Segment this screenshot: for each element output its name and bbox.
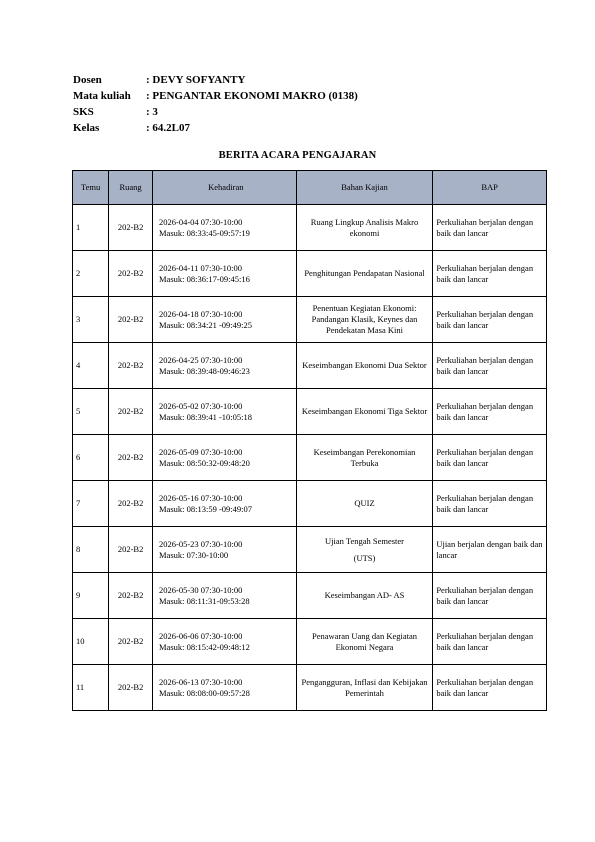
- meta-row-matkul: [73, 88, 358, 104]
- kehadiran-jadwal: 2026-05-30 07:30-10:00: [159, 584, 243, 595]
- cell-temu: 9: [73, 573, 109, 619]
- bahan-kajian-text: Penawaran Uang dan Kegiatan Ekonomi Negara: [311, 630, 418, 652]
- cell-temu: 10: [73, 619, 109, 665]
- cell-bahan-kajian: [296, 573, 433, 619]
- table-row: [73, 481, 547, 527]
- cell-ruang: 202-B2: [109, 435, 153, 481]
- bahan-kajian-text: Ruang Lingkup Analisis Makro ekonomi: [310, 216, 419, 238]
- table-row: [73, 665, 547, 711]
- cell-bap: Perkuliahan berjalan dengan baik dan lancar: [433, 251, 547, 297]
- sks-label: SKS: [73, 106, 94, 118]
- meta-row-dosen: [73, 72, 358, 88]
- table-row: [73, 297, 547, 343]
- kehadiran-jadwal: 2026-04-25 07:30-10:00: [159, 354, 243, 365]
- cell-temu: 2: [73, 251, 109, 297]
- dosen-value: : DEVY SOFYANTY: [146, 74, 246, 86]
- cell-ruang: 202-B2: [109, 573, 153, 619]
- kehadiran-masuk: Masuk: 08:39:48-09:46:23: [159, 365, 250, 376]
- bahan-kajian-text: Ujian Tengah Semester: [324, 535, 405, 546]
- kehadiran-masuk: Masuk: 08:39:41 -10:05:18: [159, 411, 253, 422]
- cell-bahan-kajian: [296, 527, 433, 573]
- cell-bap: Perkuliahan berjalan dengan baik dan lancar: [433, 665, 547, 711]
- bahan-kajian-text: Pengangguran, Inflasi dan Kebijakan Pemerintah: [301, 676, 428, 698]
- cell-bap: Perkuliahan berjalan dengan baik dan lancar: [433, 619, 547, 665]
- cell-bap: Perkuliahan berjalan dengan baik dan lancar: [433, 205, 547, 251]
- cell-ruang: 202-B2: [109, 665, 153, 711]
- header-kehadiran: Kehadiran: [153, 171, 297, 205]
- kehadiran-masuk: Masuk: 08:13:59 -09:49:07: [159, 503, 253, 514]
- cell-ruang: 202-B2: [109, 343, 153, 389]
- course-meta: [73, 72, 358, 136]
- bap-table: [72, 170, 547, 711]
- kehadiran-masuk: Masuk: 08:33:45-09:57:19: [159, 227, 250, 238]
- kelas-label: Kelas: [73, 122, 100, 134]
- cell-kehadiran: [153, 619, 297, 665]
- cell-bahan-kajian: [296, 205, 433, 251]
- bahan-kajian-text: QUIZ: [354, 498, 375, 508]
- cell-ruang: 202-B2: [109, 389, 153, 435]
- kehadiran-masuk: Masuk: 08:34:21 -09:49:25: [159, 319, 253, 330]
- header-ruang: Ruang: [109, 171, 153, 205]
- cell-bahan-kajian: [296, 297, 433, 343]
- cell-bahan-kajian: [296, 481, 433, 527]
- kelas-value: : 64.2L07: [146, 122, 190, 134]
- cell-bahan-kajian: [296, 251, 433, 297]
- cell-kehadiran: [153, 527, 297, 573]
- cell-kehadiran: [153, 205, 297, 251]
- cell-ruang: 202-B2: [109, 297, 153, 343]
- matkul-value: : PENGANTAR EKONOMI MAKRO (0138): [146, 90, 358, 102]
- kehadiran-jadwal: 2026-04-11 07:30-10:00: [159, 262, 243, 273]
- cell-ruang: 202-B2: [109, 527, 153, 573]
- cell-temu: 4: [73, 343, 109, 389]
- cell-kehadiran: [153, 343, 297, 389]
- header-bap: BAP: [433, 171, 547, 205]
- cell-bap: Perkuliahan berjalan dengan baik dan lancar: [433, 343, 547, 389]
- table-row: [73, 251, 547, 297]
- cell-temu: 6: [73, 435, 109, 481]
- cell-temu: 11: [73, 665, 109, 711]
- matkul-label: Mata kuliah: [73, 90, 131, 102]
- table-row: [73, 619, 547, 665]
- kehadiran-jadwal: 2026-06-06 07:30-10:00: [159, 630, 243, 641]
- kehadiran-jadwal: 2026-05-09 07:30-10:00: [159, 446, 243, 457]
- kehadiran-masuk: Masuk: 08:50:32-09:48:20: [159, 457, 250, 468]
- cell-kehadiran: [153, 481, 297, 527]
- kehadiran-masuk: Masuk: 08:08:00-09:57:28: [159, 687, 250, 698]
- bahan-kajian-text: Keseimbangan AD- AS: [324, 590, 405, 600]
- table-row: [73, 435, 547, 481]
- header-temu: Temu: [73, 171, 109, 205]
- cell-bahan-kajian: [296, 343, 433, 389]
- kehadiran-jadwal: 2026-05-16 07:30-10:00: [159, 492, 243, 503]
- kehadiran-jadwal: 2026-04-18 07:30-10:00: [159, 308, 243, 319]
- bahan-kajian-note: (UTS): [353, 552, 376, 563]
- kehadiran-jadwal: 2026-04-04 07:30-10:00: [159, 216, 243, 227]
- cell-kehadiran: [153, 573, 297, 619]
- cell-ruang: 202-B2: [109, 619, 153, 665]
- meta-row-kelas: [73, 120, 358, 136]
- header-bahan-kajian: Bahan Kajian: [296, 171, 433, 205]
- cell-bap: Perkuliahan berjalan dengan baik dan lancar: [433, 573, 547, 619]
- table-row: [73, 205, 547, 251]
- cell-kehadiran: [153, 665, 297, 711]
- bahan-kajian-text: Keseimbangan Ekonomi Dua Sektor: [302, 360, 427, 370]
- kehadiran-jadwal: 2026-06-13 07:30-10:00: [159, 676, 243, 687]
- bahan-kajian-text: Penentuan Kegiatan Ekonomi: Pandangan Klasik, Keynes dan Pendekatan Masa Kini: [311, 303, 418, 335]
- sks-value: : 3: [146, 106, 158, 118]
- document-title: BERITA ACARA PENGAJARAN: [218, 150, 377, 161]
- kehadiran-masuk: Masuk: 08:11:31-09:53:28: [159, 595, 250, 606]
- cell-bap: Ujian berjalan dengan baik dan lancar: [433, 527, 547, 573]
- table-row: [73, 527, 547, 573]
- cell-kehadiran: [153, 297, 297, 343]
- bahan-kajian-text: Keseimbangan Ekonomi Tiga Sektor: [301, 406, 428, 416]
- meta-row-sks: [73, 104, 358, 120]
- kehadiran-jadwal: 2026-05-02 07:30-10:00: [159, 400, 243, 411]
- cell-kehadiran: [153, 251, 297, 297]
- kehadiran-masuk: Masuk: 08:15:42-09:48:12: [159, 641, 250, 652]
- bahan-kajian-text: Penghitungan Pendapatan Nasional: [304, 268, 425, 278]
- cell-bap: Perkuliahan berjalan dengan baik dan lancar: [433, 297, 547, 343]
- table-row: [73, 573, 547, 619]
- cell-kehadiran: [153, 389, 297, 435]
- table-header-row: [73, 171, 547, 205]
- cell-bahan-kajian: [296, 435, 433, 481]
- kehadiran-masuk: Masuk: 08:36:17-09:45:16: [159, 273, 250, 284]
- cell-kehadiran: [153, 435, 297, 481]
- cell-bahan-kajian: [296, 665, 433, 711]
- cell-temu: 8: [73, 527, 109, 573]
- cell-ruang: 202-B2: [109, 481, 153, 527]
- dosen-label: Dosen: [73, 74, 102, 86]
- kehadiran-jadwal: 2026-05-23 07:30-10:00: [159, 538, 243, 549]
- cell-temu: 7: [73, 481, 109, 527]
- bahan-kajian-text: Keseimbangan Perekonomian Terbuka: [313, 446, 416, 468]
- cell-temu: 1: [73, 205, 109, 251]
- cell-bap: Perkuliahan berjalan dengan baik dan lancar: [433, 435, 547, 481]
- cell-bahan-kajian: [296, 389, 433, 435]
- cell-ruang: 202-B2: [109, 205, 153, 251]
- cell-ruang: 202-B2: [109, 251, 153, 297]
- cell-temu: 5: [73, 389, 109, 435]
- table-row: [73, 389, 547, 435]
- cell-bap: Perkuliahan berjalan dengan baik dan lancar: [433, 481, 547, 527]
- cell-temu: 3: [73, 297, 109, 343]
- cell-bap: Perkuliahan berjalan dengan baik dan lancar: [433, 389, 547, 435]
- kehadiran-masuk: Masuk: 07:30-10:00: [159, 549, 229, 560]
- table-row: [73, 343, 547, 389]
- cell-bahan-kajian: [296, 619, 433, 665]
